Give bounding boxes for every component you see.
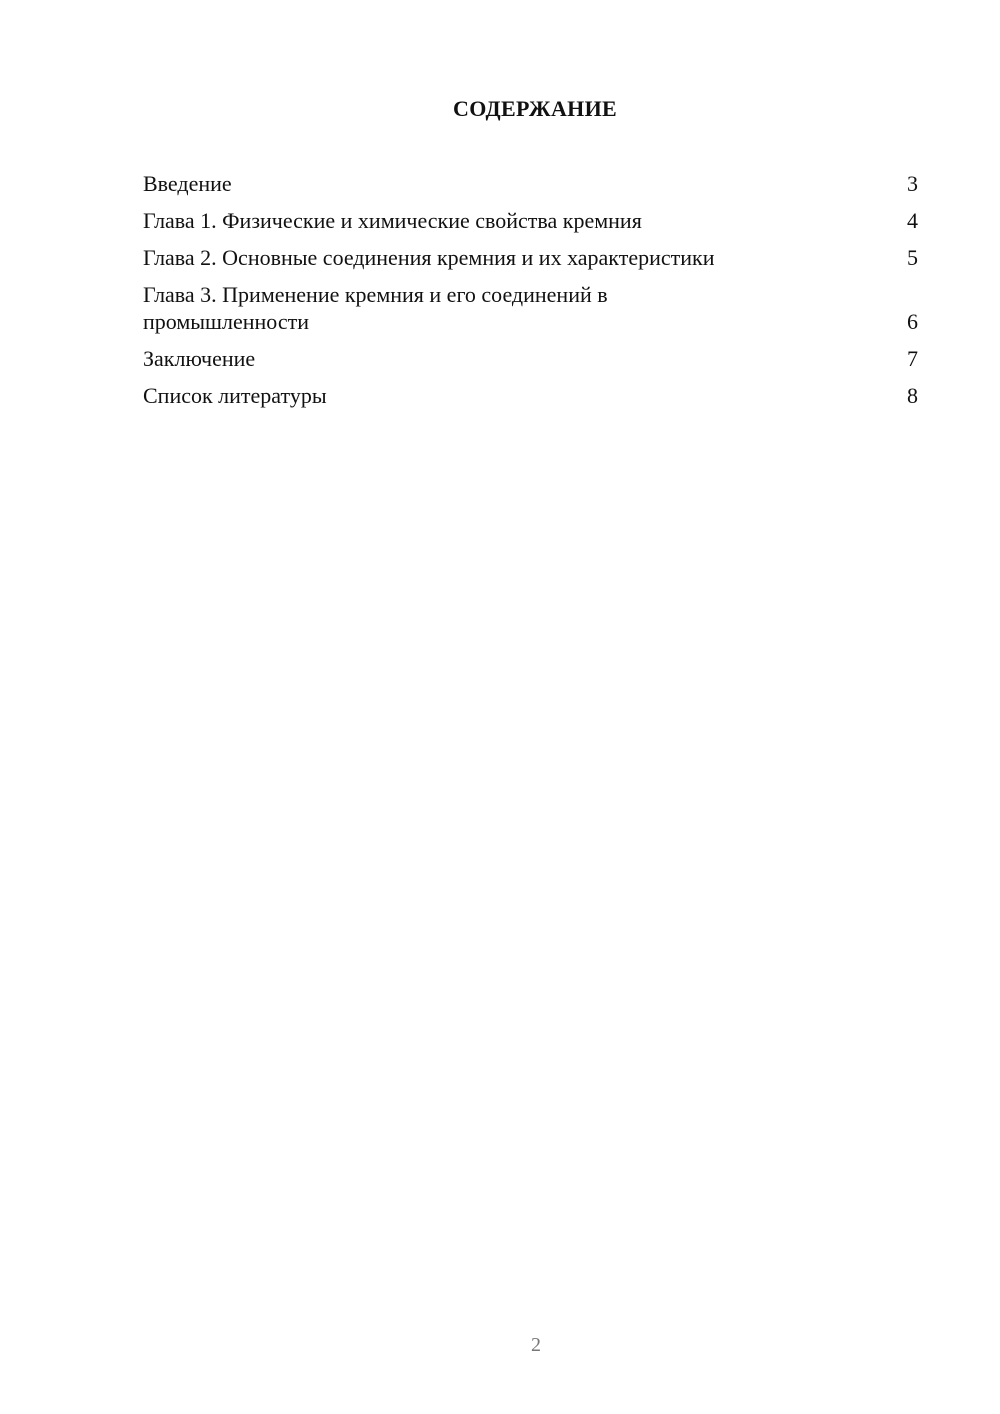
toc-entry-page: 8 <box>907 383 918 408</box>
toc-entry-page: 7 <box>907 346 918 371</box>
toc-entry-page: 3 <box>907 171 918 196</box>
toc-entry-chapter-2 <box>143 244 918 271</box>
toc-title: СОДЕРЖАНИЕ <box>453 96 617 121</box>
toc-entry-label: Заключение <box>143 346 256 371</box>
toc-entry-label: Глава 1. Физические и химические свойства кремния <box>143 208 642 233</box>
toc-entry-page: 5 <box>907 245 918 270</box>
toc-entry-chapter-3 <box>143 281 918 335</box>
toc-entry-conclusion <box>143 345 918 372</box>
toc-entry-page: 4 <box>907 208 918 233</box>
toc-entry-label: Список литературы <box>143 383 327 408</box>
toc-entry-chapter-1 <box>143 207 918 234</box>
toc-entry-label: Глава 2. Основные соединения кремния и их характеристики <box>143 245 715 270</box>
toc-entry-label: Глава 3. Применение кремния и его соединений в промышленности <box>143 282 608 334</box>
toc-entry-introduction <box>143 170 918 197</box>
page-number: 2 <box>531 1334 541 1356</box>
table-of-contents <box>143 170 918 419</box>
toc-entry-label: Введение <box>143 171 232 196</box>
toc-entry-page: 6 <box>907 309 918 334</box>
toc-entry-references <box>143 382 918 409</box>
